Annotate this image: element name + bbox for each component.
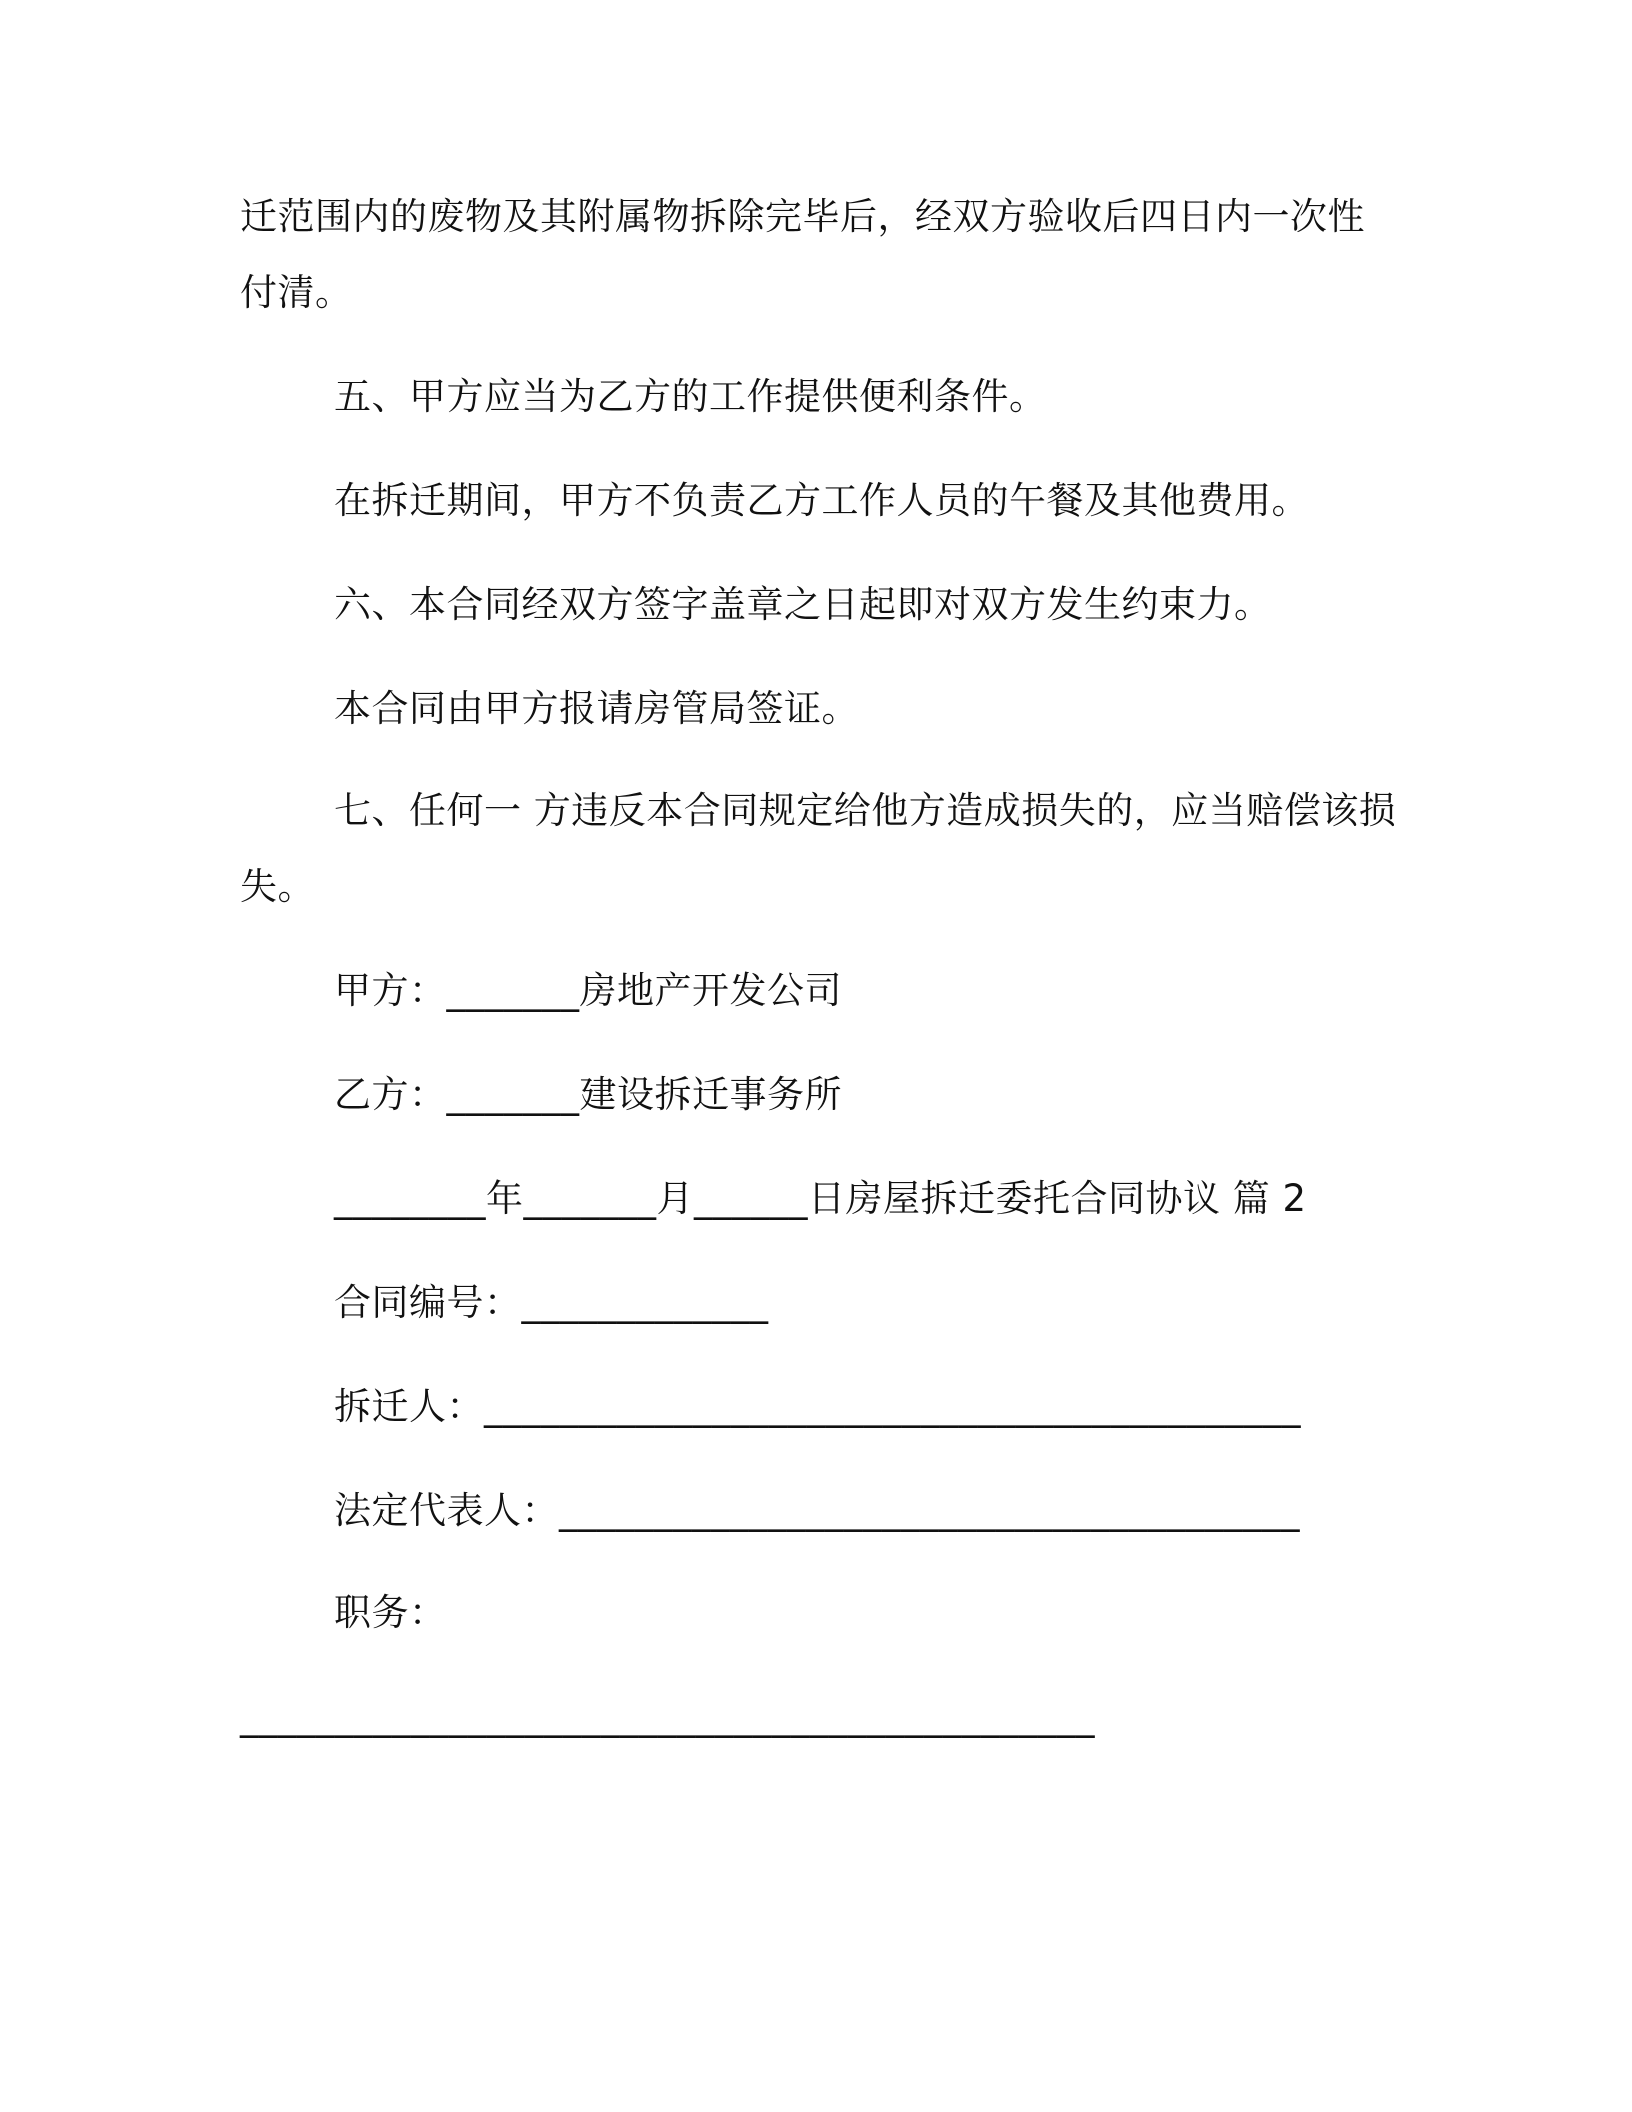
position-label: 职务： xyxy=(334,1591,447,1634)
paragraph-line: 在拆迁期间，甲方不负责乙方工作人员的午餐及其他费用。 xyxy=(334,479,1309,522)
party-a-line: 甲方：_______房地产开发公司 xyxy=(334,969,842,1012)
paragraph-line: 迁范围内的废物及其附属物拆除完毕后，经双方验收后四日内一次性 xyxy=(240,195,1365,238)
clause-seven: 七、任何一 方违反本合同规定给他方造成损失的，应当赔偿该损 xyxy=(334,789,1397,832)
legal-representative-line: 法定代表人：_______________________________________ xyxy=(334,1489,1300,1532)
demolisher-line: 拆迁人：___________________________________________ xyxy=(334,1385,1301,1428)
paragraph-line: 失。 xyxy=(240,865,315,908)
clause-six: 六、本合同经双方签字盖章之日起即对双方发生约束力。 xyxy=(334,583,1272,626)
clause-five: 五、甲方应当为乙方的工作提供便利条件。 xyxy=(334,375,1047,418)
paragraph-line: 本合同由甲方报请房管局签证。 xyxy=(334,687,859,730)
contract-number-line: 合同编号：_____________ xyxy=(334,1281,769,1324)
position-blank-line: _____________________________________________ xyxy=(240,1695,1095,1738)
party-b-line: 乙方：_______建设拆迁事务所 xyxy=(334,1073,842,1116)
date-title-line: ________年_______月______日房屋拆迁委托合同协议 篇 2 xyxy=(334,1177,1307,1220)
paragraph-line: 付清。 xyxy=(240,271,353,314)
